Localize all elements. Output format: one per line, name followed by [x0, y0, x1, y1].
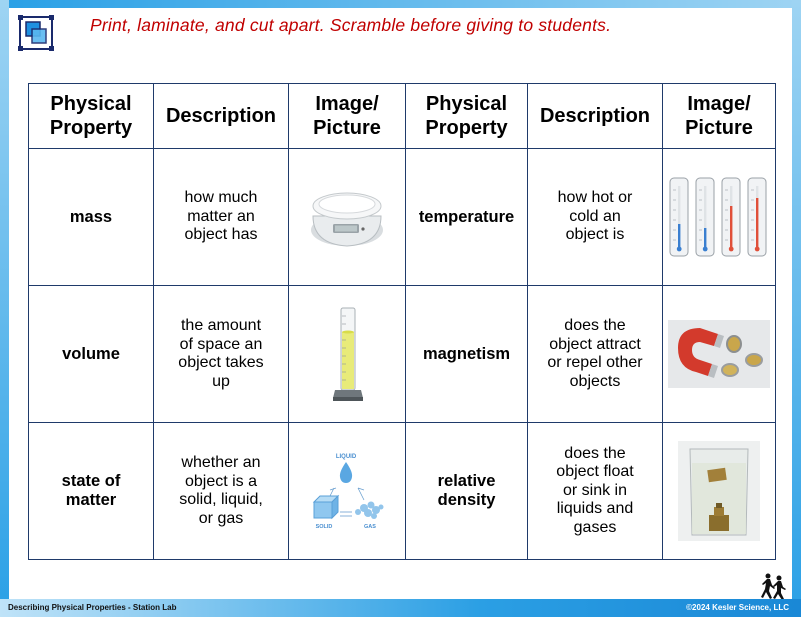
description-cell: whether an object is a solid, liquid, or gas	[154, 423, 289, 560]
image-cell	[289, 423, 406, 560]
header-image-picture: Image/ Picture	[289, 84, 406, 149]
diagram-label-solid: SOLID	[315, 524, 333, 530]
diagram-label-liquid: LIQUID	[335, 454, 357, 460]
description-cell: does the object attract or repel other objects	[528, 286, 663, 423]
image-cell	[663, 286, 776, 423]
property-cell: relative density	[406, 423, 528, 560]
diagram-label-gas: GAS	[364, 524, 376, 530]
image-cell	[289, 286, 406, 423]
description-cell: does the object float or sink in liquids and gases	[528, 423, 663, 560]
description-cell: the amount of space an object takes up	[154, 286, 289, 423]
header-description: Description	[528, 84, 663, 149]
footer-title: Describing Physical Properties - Station Lab	[8, 603, 177, 612]
table-row	[29, 149, 776, 286]
density-beaker-icon	[678, 441, 760, 541]
property-cell: temperature	[406, 149, 528, 286]
running-kids-icon	[760, 572, 788, 600]
image-cell	[663, 423, 776, 560]
property-cell: magnetism	[406, 286, 528, 423]
header-description: Description	[154, 84, 289, 149]
graduated-cylinder-icon	[327, 306, 367, 402]
thermometers-icon	[667, 176, 771, 258]
property-cell: volume	[29, 286, 154, 423]
property-cards-table	[28, 83, 776, 560]
kitchen-scale-icon	[307, 182, 387, 252]
header-row	[29, 84, 776, 149]
frame-left	[0, 0, 9, 617]
header-physical-property: Physical Property	[406, 84, 528, 149]
frame-right	[792, 0, 801, 617]
image-cell	[663, 149, 776, 286]
description-cell: how much matter an object has	[154, 149, 289, 286]
property-cell: state of matter	[29, 423, 154, 560]
frame-top	[0, 0, 801, 8]
kesler-logo-icon	[18, 15, 54, 51]
footer-copyright: ©2024 Kesler Science, LLC	[686, 603, 789, 612]
horseshoe-magnet-icon	[668, 320, 770, 388]
instructions-text: Print, laminate, and cut apart. Scramble before giving to students.	[90, 15, 612, 35]
header-physical-property: Physical Property	[29, 84, 154, 149]
states-of-matter-icon	[306, 450, 388, 532]
header-image-picture: Image/ Picture	[663, 84, 776, 149]
table-row	[29, 286, 776, 423]
footer-bar	[0, 599, 801, 617]
table-row	[29, 423, 776, 560]
property-cell: mass	[29, 149, 154, 286]
image-cell	[289, 149, 406, 286]
description-cell: how hot or cold an object is	[528, 149, 663, 286]
